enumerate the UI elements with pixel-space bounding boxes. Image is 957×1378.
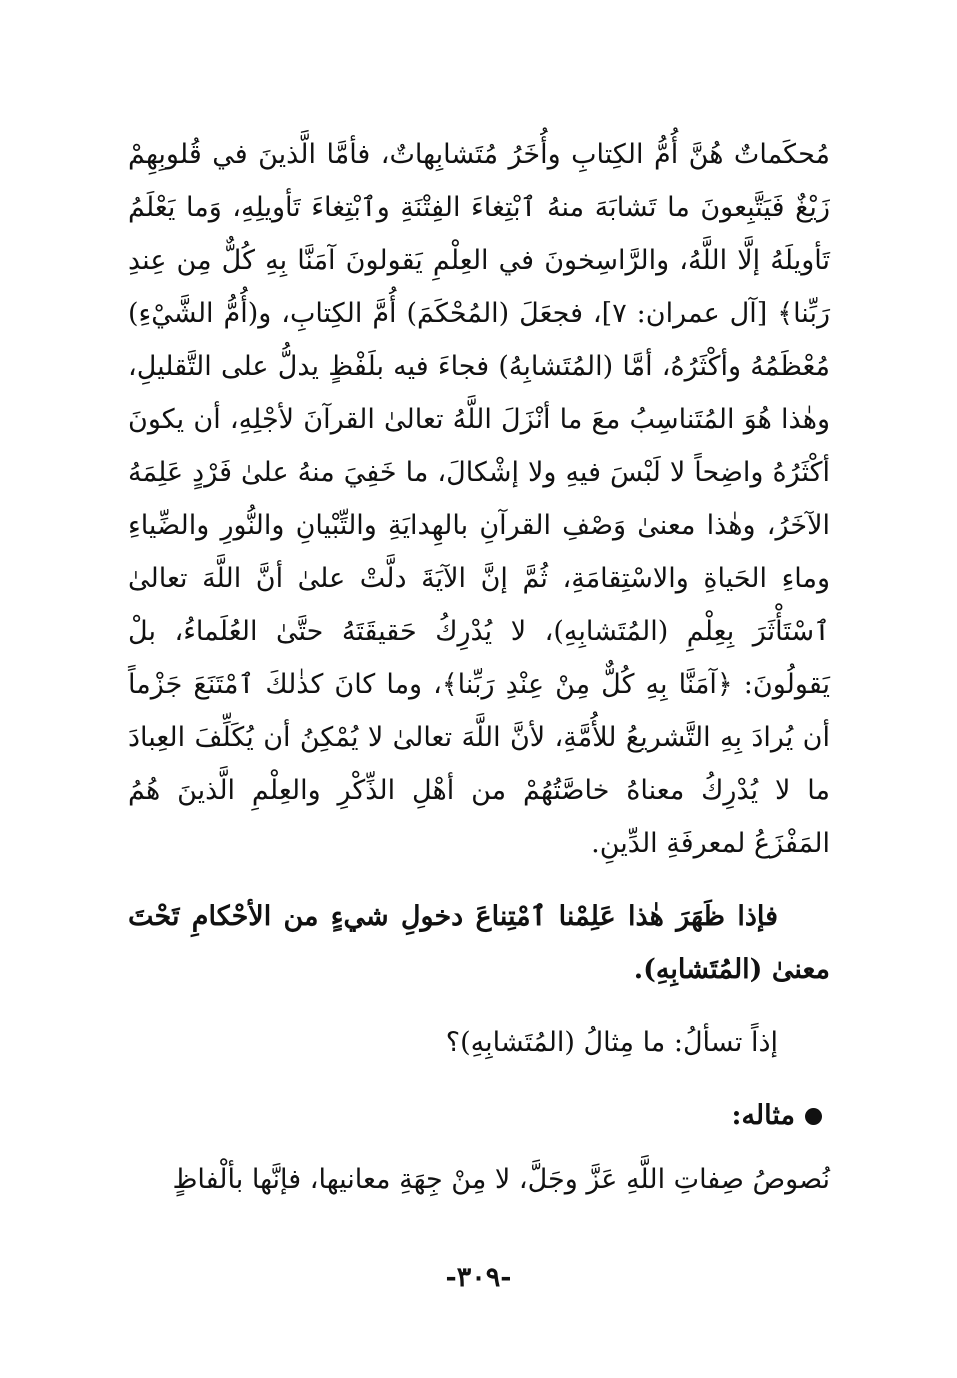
paragraph-example: نُصوصُ صِفاتِ اللَّهِ عَزَّ وجَلَّ، لا مِنْ جِهَةِ معانيها، فإنَّها بألْفاظٍ — [172, 1164, 830, 1195]
bullet-icon — [805, 1108, 822, 1125]
question-line: إذاً تسألُ: ما مِثالُ (المُتَشابِهِ)؟ — [445, 1027, 778, 1058]
paragraph-main: مُحكَماتٌ هُنَّ أُمُّ الكِتابِ وأُخَرُ مُتَشابِهاتٌ، فأمَّا الَّذينَ في قُلوبِهِمْ زَيْغٌ فَيَتَّبِعونَ ما تَشابَهَ منهُ ٱبْتِغاءَ الفِتْنَةِ وٱبْتِغاءَ تَأويلِهِ، وَما يَعْلَمُ تَأويلَهُ إلَّا اللَّهُ، والرَّاسِخونَ في العِلْمِ يَقولونَ آمَنَّا بِهِ كُلٌّ مِن عِندِ رَبِّنا﴾ [آل عمران: ٧]، فجعَلَ (المُحْكَمَ) أُمَّ الكِتابِ، و(أُمُّ الشَّيْءِ) مُعْظَمُهُ وأكْثَرُهُ، أمَّا (المُتَشابِهُ) فجاءَ فيه بلَفْظٍ يدلُّ على التَّقليلِ، وهٰذا هُوَ المُتَناسِبُ معَ ما أنْزَلَ اللَّهُ تعالىٰ القرآنَ لأجْلِهِ، أن يكونَ أكْثَرُهُ واضِحاً لا لَبْسَ فيهِ ولا إشْكالَ، ما خَفِيَ منهُ علىٰ فَرْدٍ عَلِمَهُ الآخَرُ، وهٰذا معنىٰ وَصْفِ القرآنِ بالهِدايَةِ والتِّبْيانِ والنُّورِ والضِّياءِ وماءِ الحَياةِ والاسْتِقامَةِ، ثُمَّ إنَّ الآيَةَ دلَّتْ علىٰ أنَّ اللَّهَ تعالىٰ ٱسْتَأْثَرَ بِعِلْمِ (المُتَشابِهِ)، لا يُدْرِكُ حَقيقَتَهُ حتَّىٰ العُلَماءُ، بلْ يَقولُونَ: ﴿آمَنَّا بِهِ كُلٌّ مِنْ عِنْدِ رَبِّنا﴾، وما كانَ كذٰلكَ ٱمْتَنَعَ جَزْماً أن يُرادَ بِهِ التَّشريعُ للأُمَّةِ، لأنَّ اللَّهَ تعالىٰ لا يُمْكِنُ أن يُكَلِّفَ العِبادَ ما لا يُدْرِكُ معناهُ خاصَّتُهُمْ من أهْلِ الذِّكْرِ والعِلْمِ الَّذينَ هُمُ المَفْزَعُ لمعرفَةِ الدِّينِ. — [128, 139, 830, 859]
paragraph-conclusion: فإذا ظَهَرَ هٰذا عَلِمْنا ٱمْتِناعَ دخولِ شيءٍ من الأحْكامِ تَحْتَ معنىٰ (المُتَشابِهِ). — [128, 901, 830, 985]
page-number: -٣٠٩- — [445, 1262, 512, 1293]
section-heading — [128, 1091, 830, 1141]
page-body — [128, 128, 830, 1206]
section-heading-text: مثاله: — [731, 1100, 795, 1131]
